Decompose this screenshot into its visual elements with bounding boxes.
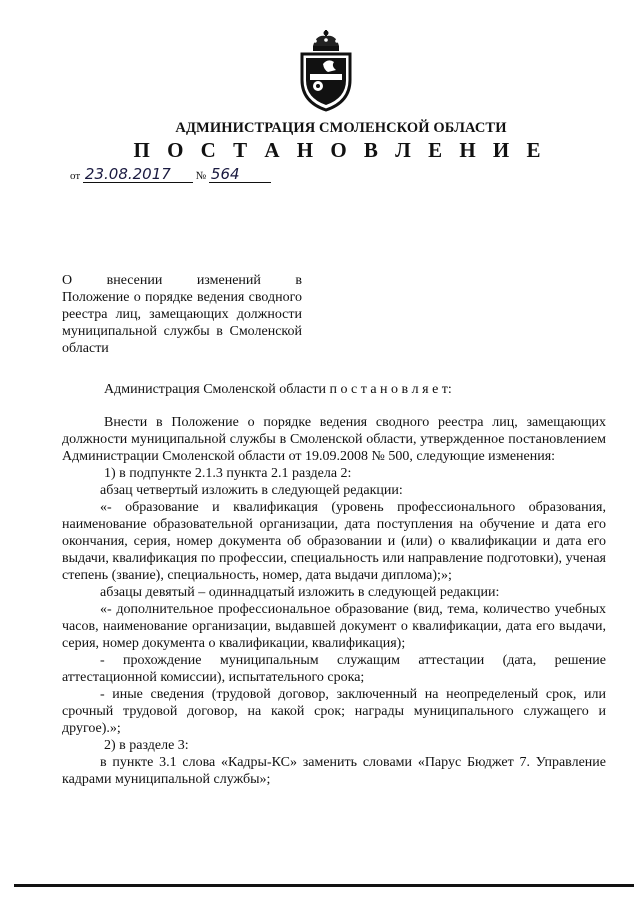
body-intro: Внести в Положение о порядке ведения сводного реестра лиц, замещающих должности муниципальной службы в Смоленской области, утвержденное постановлением Администрации Смоленской области от 19.09.2008 № 500, следующие изменения:	[62, 415, 606, 464]
organization-name: АДМИНИСТРАЦИЯ СМОЛЕНСКОЙ ОБЛАСТИ	[175, 120, 507, 136]
shield-icon	[302, 54, 350, 110]
document-type-title: П О С Т А Н О В Л Е Н И Е	[133, 138, 547, 162]
body-paragraph: - прохождение муниципальным служащим аттестации (дата, решение аттестационной комиссии), испытательного срока;	[62, 653, 606, 685]
subject-line-1: О внесении изменений в	[62, 273, 302, 288]
document-body	[62, 414, 606, 788]
body-paragraph: «- образование и квалификация (уровень профессионального образования, наименование образовательной организации, дата поступления на обучение и дата его окончания, серия, номер документа об образовании и (или) о квалификации и дата его выдачи, квалификация по профессии, специальность или направление подготовки), ученая степень (звание), специальность, номер, дата выдачи диплома);»;	[62, 500, 606, 583]
list-item-1: 1) в подпункте 2.1.3 пункта 2.1 раздела 2:	[104, 466, 352, 481]
body-paragraph: «- дополнительное профессиональное образование (вид, тема, количество учебных часов, наименование организации, выдавшей документ о квалификации, дата его выдачи, серия, номер документа о квалификации, квалификация);	[62, 602, 606, 651]
page-bottom-rule	[14, 884, 634, 887]
body-paragraph: - иные сведения (трудовой договор, заключенный на неопределеный срок, или срочный трудовой договор, на какой срок; награды муниципального служащего и другое).»;	[62, 687, 606, 736]
body-paragraph: абзац четвертый изложить в следующей редакции:	[100, 483, 403, 498]
crown-icon	[313, 30, 339, 51]
number-prefix: №	[195, 170, 207, 182]
subject-rest: Положение о порядке ведения сводного реестра лиц, замещающих должности муниципальной службы в Смоленской области	[62, 290, 302, 356]
date-prefix: от	[70, 170, 81, 182]
coat-of-arms-emblem	[296, 30, 356, 112]
body-paragraph: абзацы девятый – одиннадцатый изложить в следующей редакции:	[100, 585, 500, 600]
document-date-number	[70, 166, 271, 183]
document-number: 564	[209, 166, 271, 183]
body-paragraph: в пункте 3.1 слова «Кадры-КС» заменить словами «Парус Бюджет 7. Управление кадрами муниципальной службы»;	[62, 755, 606, 787]
preamble: Администрация Смоленской области п о с т а н о в л я е т:	[104, 382, 452, 397]
list-item-2: 2) в разделе 3:	[104, 738, 189, 753]
document-date: 23.08.2017	[83, 166, 193, 183]
document-subject	[62, 272, 302, 357]
